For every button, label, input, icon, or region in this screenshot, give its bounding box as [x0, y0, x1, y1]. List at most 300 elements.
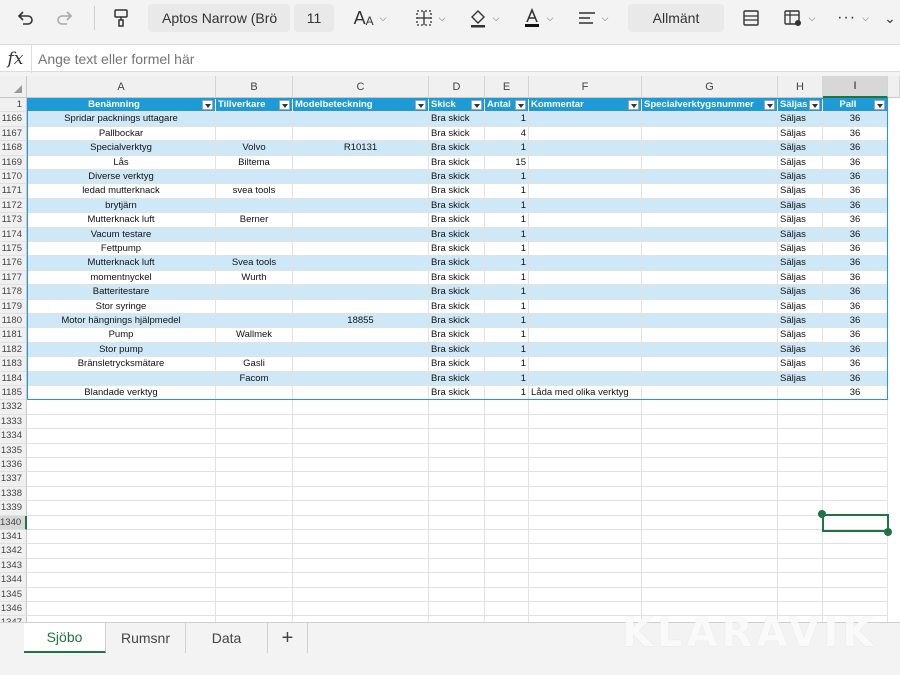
table-cell[interactable] [293, 199, 429, 213]
row-number[interactable]: 1176 [0, 256, 27, 270]
table-cell[interactable]: Säljas [778, 141, 823, 155]
table-header-cell[interactable] [216, 98, 293, 112]
empty-cell[interactable] [529, 472, 642, 486]
empty-cell[interactable] [293, 429, 429, 443]
empty-cell[interactable] [429, 516, 485, 530]
font-size-select[interactable] [294, 4, 334, 32]
row-number[interactable]: 1344 [0, 573, 27, 587]
empty-cell[interactable] [485, 602, 529, 616]
table-cell[interactable]: 1 [485, 256, 529, 270]
row-number[interactable]: 1 [0, 98, 27, 112]
table-cell[interactable]: 36 [823, 343, 888, 357]
empty-cell[interactable] [529, 429, 642, 443]
empty-cell[interactable] [27, 458, 216, 472]
column-header-b[interactable]: B [216, 76, 293, 98]
table-cell[interactable] [216, 285, 293, 299]
empty-cell[interactable] [293, 544, 429, 558]
table-header-cell[interactable] [293, 98, 429, 112]
empty-cell[interactable] [27, 429, 216, 443]
row-number[interactable]: 1184 [0, 372, 27, 386]
row-number[interactable]: 1336 [0, 458, 27, 472]
table-cell[interactable]: Bra skick [429, 271, 485, 285]
table-header-cell[interactable] [642, 98, 778, 112]
table-cell[interactable]: Säljas [778, 242, 823, 256]
borders-icon[interactable]: ⌵ [408, 4, 452, 32]
empty-cell[interactable] [27, 400, 216, 414]
row-number[interactable]: 1346 [0, 602, 27, 616]
empty-cell[interactable] [529, 415, 642, 429]
empty-cell[interactable] [642, 458, 778, 472]
empty-cell[interactable] [216, 415, 293, 429]
sheet-tab-data[interactable]: Data [186, 623, 268, 653]
empty-cell[interactable] [27, 559, 216, 573]
row-number[interactable]: 1174 [0, 228, 27, 242]
format-painter-icon[interactable] [108, 4, 134, 32]
filter-dropdown-icon[interactable] [202, 100, 213, 110]
table-cell[interactable]: Wallmek [216, 328, 293, 342]
empty-cell[interactable] [485, 501, 529, 515]
wrap-icon[interactable] [738, 4, 764, 32]
table-cell[interactable] [293, 256, 429, 270]
table-cell[interactable] [216, 343, 293, 357]
table-cell[interactable]: Bra skick [429, 141, 485, 155]
more-icon[interactable]: ··· ⌵ [837, 9, 869, 26]
table-cell[interactable]: Biltema [216, 156, 293, 170]
row-number[interactable]: 1168 [0, 141, 27, 155]
empty-cell[interactable] [27, 516, 216, 530]
active-cell-selection[interactable] [822, 514, 889, 532]
empty-cell[interactable] [642, 516, 778, 530]
table-cell[interactable]: Gasli [216, 357, 293, 371]
empty-cell[interactable] [293, 602, 429, 616]
formula-input[interactable] [38, 45, 888, 73]
table-cell[interactable]: 36 [823, 141, 888, 155]
empty-cell[interactable] [529, 559, 642, 573]
table-cell[interactable]: Bra skick [429, 285, 485, 299]
empty-cell[interactable] [485, 516, 529, 530]
row-number[interactable]: 1182 [0, 343, 27, 357]
table-cell[interactable]: Motor hängnings hjälpmedel [27, 314, 216, 328]
empty-cell[interactable] [485, 458, 529, 472]
empty-cell[interactable] [485, 400, 529, 414]
table-cell[interactable]: Säljas [778, 343, 823, 357]
table-cell[interactable] [529, 213, 642, 227]
table-cell[interactable]: Mutterknack luft [27, 213, 216, 227]
empty-cell[interactable] [27, 588, 216, 602]
selection-handle-top-left[interactable] [818, 510, 826, 518]
table-cell[interactable]: 36 [823, 357, 888, 371]
empty-cell[interactable] [778, 530, 823, 544]
row-number[interactable]: 1170 [0, 170, 27, 184]
table-cell[interactable] [529, 300, 642, 314]
empty-cell[interactable] [778, 573, 823, 587]
table-cell[interactable] [778, 386, 823, 400]
table-cell[interactable]: 1 [485, 271, 529, 285]
font-name-select[interactable] [148, 4, 290, 32]
sheet-tab-rumsnr[interactable]: Rumsnr [106, 623, 186, 653]
table-cell[interactable]: Säljas [778, 357, 823, 371]
table-cell[interactable] [529, 199, 642, 213]
empty-cell[interactable] [429, 544, 485, 558]
filter-dropdown-icon[interactable] [279, 100, 290, 110]
empty-cell[interactable] [293, 487, 429, 501]
empty-cell[interactable] [642, 415, 778, 429]
row-number[interactable]: 1185 [0, 386, 27, 400]
row-number[interactable]: 1167 [0, 127, 27, 141]
row-number[interactable]: 1341 [0, 530, 27, 544]
empty-cell[interactable] [27, 415, 216, 429]
font-color-icon[interactable]: ⌵ [518, 4, 558, 32]
empty-cell[interactable] [429, 415, 485, 429]
table-cell[interactable]: ledad mutterknack [27, 184, 216, 198]
table-cell[interactable]: 36 [823, 112, 888, 126]
table-cell[interactable]: Säljas [778, 300, 823, 314]
table-cell[interactable]: Pallbockar [27, 127, 216, 141]
table-cell[interactable] [642, 170, 778, 184]
table-cell[interactable]: 36 [823, 372, 888, 386]
table-cell[interactable]: Bra skick [429, 213, 485, 227]
empty-cell[interactable] [642, 429, 778, 443]
table-cell[interactable] [216, 386, 293, 400]
empty-cell[interactable] [778, 559, 823, 573]
empty-cell[interactable] [293, 573, 429, 587]
table-cell[interactable]: 1 [485, 314, 529, 328]
table-cell[interactable] [27, 372, 216, 386]
empty-cell[interactable] [27, 602, 216, 616]
empty-cell[interactable] [485, 429, 529, 443]
empty-cell[interactable] [642, 487, 778, 501]
empty-cell[interactable] [429, 530, 485, 544]
table-cell[interactable] [293, 357, 429, 371]
empty-cell[interactable] [485, 559, 529, 573]
table-cell[interactable] [529, 141, 642, 155]
table-header-cell[interactable] [485, 98, 529, 112]
table-cell[interactable]: 1 [485, 184, 529, 198]
table-cell[interactable]: Säljas [778, 271, 823, 285]
empty-cell[interactable] [293, 444, 429, 458]
empty-cell[interactable] [823, 588, 888, 602]
table-cell[interactable] [293, 184, 429, 198]
empty-cell[interactable] [429, 429, 485, 443]
table-cell[interactable] [642, 357, 778, 371]
table-cell[interactable] [293, 242, 429, 256]
table-cell[interactable]: 36 [823, 199, 888, 213]
empty-cell[interactable] [485, 415, 529, 429]
empty-cell[interactable] [27, 472, 216, 486]
row-number[interactable]: 1181 [0, 328, 27, 342]
empty-cell[interactable] [216, 501, 293, 515]
empty-cell[interactable] [778, 588, 823, 602]
table-cell[interactable] [642, 127, 778, 141]
table-cell[interactable]: 1 [485, 199, 529, 213]
table-cell[interactable]: Mutterknack luft [27, 256, 216, 270]
table-cell[interactable]: 36 [823, 170, 888, 184]
empty-cell[interactable] [642, 559, 778, 573]
table-cell[interactable]: Spridar packnings uttagare [27, 112, 216, 126]
empty-cell[interactable] [823, 415, 888, 429]
table-cell[interactable]: Bra skick [429, 228, 485, 242]
column-header-f[interactable]: F [529, 76, 642, 98]
empty-cell[interactable] [778, 415, 823, 429]
table-cell[interactable]: 1 [485, 170, 529, 184]
table-cell[interactable] [293, 343, 429, 357]
empty-cell[interactable] [778, 544, 823, 558]
empty-cell[interactable] [216, 588, 293, 602]
empty-cell[interactable] [429, 501, 485, 515]
table-cell[interactable]: Stor syringe [27, 300, 216, 314]
format-table-icon[interactable]: ⌵ [780, 4, 818, 32]
table-cell[interactable]: Säljas [778, 156, 823, 170]
table-cell[interactable]: Säljas [778, 314, 823, 328]
empty-cell[interactable] [216, 530, 293, 544]
table-cell[interactable] [642, 141, 778, 155]
table-cell[interactable]: 1 [485, 112, 529, 126]
table-cell[interactable]: 36 [823, 242, 888, 256]
table-cell[interactable] [216, 199, 293, 213]
column-header-h[interactable]: H [778, 76, 823, 98]
empty-cell[interactable] [216, 400, 293, 414]
table-cell[interactable]: Batteritestare [27, 285, 216, 299]
table-header-cell[interactable] [27, 98, 216, 112]
table-cell[interactable]: 1 [485, 300, 529, 314]
table-cell[interactable]: 1 [485, 285, 529, 299]
column-header-a[interactable]: A [27, 76, 216, 98]
empty-cell[interactable] [216, 472, 293, 486]
table-cell[interactable]: 36 [823, 213, 888, 227]
table-cell[interactable] [293, 285, 429, 299]
table-cell[interactable]: Bra skick [429, 386, 485, 400]
table-cell[interactable] [642, 112, 778, 126]
table-cell[interactable]: Volvo [216, 141, 293, 155]
table-cell[interactable] [293, 112, 429, 126]
sheet-tab-sjobo[interactable]: Sjöbo [24, 623, 106, 653]
font-size-icon[interactable]: A A ⌵ [353, 7, 387, 28]
empty-cell[interactable] [778, 501, 823, 515]
table-cell[interactable]: Pump [27, 328, 216, 342]
table-cell[interactable] [642, 256, 778, 270]
empty-cell[interactable] [529, 516, 642, 530]
table-cell[interactable] [529, 271, 642, 285]
table-cell[interactable] [529, 285, 642, 299]
table-cell[interactable]: Bra skick [429, 242, 485, 256]
table-cell[interactable]: Bra skick [429, 184, 485, 198]
empty-cell[interactable] [823, 559, 888, 573]
column-header-e[interactable]: E [485, 76, 529, 98]
empty-cell[interactable] [778, 516, 823, 530]
table-cell[interactable]: Säljas [778, 112, 823, 126]
table-cell[interactable]: 1 [485, 372, 529, 386]
table-cell[interactable]: 36 [823, 386, 888, 400]
filter-dropdown-icon[interactable] [471, 100, 482, 110]
table-cell[interactable]: Säljas [778, 127, 823, 141]
table-cell[interactable] [529, 328, 642, 342]
table-cell[interactable]: Vacum testare [27, 228, 216, 242]
table-cell[interactable] [529, 372, 642, 386]
table-cell[interactable]: Facom [216, 372, 293, 386]
empty-cell[interactable] [529, 530, 642, 544]
table-cell[interactable] [216, 112, 293, 126]
table-cell[interactable]: Säljas [778, 328, 823, 342]
spreadsheet-grid[interactable] [0, 76, 900, 622]
table-cell[interactable] [529, 357, 642, 371]
column-header-d[interactable]: D [429, 76, 485, 98]
empty-cell[interactable] [27, 573, 216, 587]
table-cell[interactable]: Blandade verktyg [27, 386, 216, 400]
row-number[interactable]: 1180 [0, 314, 27, 328]
table-header-cell[interactable] [823, 98, 888, 112]
table-cell[interactable]: 36 [823, 127, 888, 141]
row-number[interactable]: 1179 [0, 300, 27, 314]
empty-cell[interactable] [823, 544, 888, 558]
empty-cell[interactable] [642, 501, 778, 515]
table-cell[interactable]: Bra skick [429, 127, 485, 141]
empty-cell[interactable] [778, 458, 823, 472]
table-cell[interactable]: 36 [823, 256, 888, 270]
empty-cell[interactable] [529, 501, 642, 515]
empty-cell[interactable] [429, 458, 485, 472]
table-header-cell[interactable] [429, 98, 485, 112]
row-number[interactable]: 1177 [0, 271, 27, 285]
empty-cell[interactable] [778, 487, 823, 501]
row-number[interactable]: 1173 [0, 213, 27, 227]
table-cell[interactable] [642, 372, 778, 386]
table-cell[interactable]: Säljas [778, 228, 823, 242]
row-number[interactable]: 1340 [0, 516, 27, 530]
table-cell[interactable]: Bra skick [429, 343, 485, 357]
table-cell[interactable]: 36 [823, 184, 888, 198]
table-cell[interactable] [529, 256, 642, 270]
empty-cell[interactable] [429, 602, 485, 616]
empty-cell[interactable] [823, 487, 888, 501]
row-number[interactable]: 1169 [0, 156, 27, 170]
table-cell[interactable] [642, 328, 778, 342]
table-cell[interactable] [642, 343, 778, 357]
table-cell[interactable] [642, 156, 778, 170]
empty-cell[interactable] [642, 444, 778, 458]
table-cell[interactable]: Bra skick [429, 357, 485, 371]
table-cell[interactable]: Bra skick [429, 156, 485, 170]
empty-cell[interactable] [485, 487, 529, 501]
table-cell[interactable]: Säljas [778, 213, 823, 227]
table-cell[interactable] [529, 112, 642, 126]
empty-cell[interactable] [216, 429, 293, 443]
table-cell[interactable] [293, 271, 429, 285]
row-number[interactable]: 1334 [0, 429, 27, 443]
table-cell[interactable]: 1 [485, 343, 529, 357]
table-cell[interactable]: Svea tools [216, 256, 293, 270]
empty-cell[interactable] [485, 544, 529, 558]
empty-cell[interactable] [27, 487, 216, 501]
empty-cell[interactable] [529, 458, 642, 472]
empty-cell[interactable] [823, 530, 888, 544]
table-cell[interactable] [642, 184, 778, 198]
filter-active-icon[interactable] [874, 100, 885, 110]
table-cell[interactable]: Bra skick [429, 300, 485, 314]
empty-cell[interactable] [823, 429, 888, 443]
empty-cell[interactable] [529, 573, 642, 587]
table-cell[interactable]: Säljas [778, 170, 823, 184]
fx-icon[interactable]: fx [0, 45, 32, 73]
table-cell[interactable]: Bra skick [429, 199, 485, 213]
table-cell[interactable]: Säljas [778, 285, 823, 299]
table-cell[interactable]: 1 [485, 242, 529, 256]
table-cell[interactable]: svea tools [216, 184, 293, 198]
table-cell[interactable]: Lås [27, 156, 216, 170]
empty-cell[interactable] [216, 573, 293, 587]
filter-dropdown-icon[interactable] [764, 100, 775, 110]
empty-cell[interactable] [293, 415, 429, 429]
row-number[interactable]: 1183 [0, 357, 27, 371]
table-cell[interactable]: R10131 [293, 141, 429, 155]
empty-cell[interactable] [529, 400, 642, 414]
filter-dropdown-icon[interactable] [515, 100, 526, 110]
table-cell[interactable] [216, 170, 293, 184]
empty-cell[interactable] [485, 530, 529, 544]
table-cell[interactable] [529, 314, 642, 328]
table-cell[interactable]: 4 [485, 127, 529, 141]
empty-cell[interactable] [216, 487, 293, 501]
empty-cell[interactable] [823, 400, 888, 414]
empty-cell[interactable] [642, 588, 778, 602]
empty-cell[interactable] [27, 444, 216, 458]
table-cell[interactable]: Berner [216, 213, 293, 227]
table-cell[interactable] [642, 300, 778, 314]
empty-cell[interactable] [429, 559, 485, 573]
empty-cell[interactable] [778, 400, 823, 414]
table-cell[interactable]: Bra skick [429, 314, 485, 328]
empty-cell[interactable] [778, 429, 823, 443]
table-cell[interactable]: 15 [485, 156, 529, 170]
empty-cell[interactable] [485, 472, 529, 486]
undo-icon[interactable] [12, 4, 38, 32]
select-all-corner[interactable] [0, 76, 27, 98]
align-icon[interactable]: ⌵ [572, 4, 614, 32]
empty-cell[interactable] [293, 559, 429, 573]
table-cell[interactable]: 1 [485, 141, 529, 155]
table-cell[interactable] [529, 184, 642, 198]
row-number[interactable]: 1337 [0, 472, 27, 486]
table-cell[interactable] [293, 170, 429, 184]
fill-color-icon[interactable]: ⌵ [462, 4, 506, 32]
table-cell[interactable] [642, 314, 778, 328]
row-number[interactable]: 1343 [0, 559, 27, 573]
empty-cell[interactable] [27, 544, 216, 558]
table-cell[interactable]: 1 [485, 228, 529, 242]
table-cell[interactable]: Bra skick [429, 372, 485, 386]
empty-cell[interactable] [429, 487, 485, 501]
row-number[interactable]: 1342 [0, 544, 27, 558]
empty-cell[interactable] [823, 458, 888, 472]
empty-cell[interactable] [642, 530, 778, 544]
empty-cell[interactable] [429, 400, 485, 414]
row-number[interactable]: 1332 [0, 400, 27, 414]
empty-cell[interactable] [293, 472, 429, 486]
table-cell[interactable]: Diverse verktyg [27, 170, 216, 184]
table-cell[interactable]: 18855 [293, 314, 429, 328]
table-cell[interactable] [293, 127, 429, 141]
table-cell[interactable] [293, 213, 429, 227]
table-cell[interactable]: 1 [485, 386, 529, 400]
table-cell[interactable] [529, 242, 642, 256]
empty-cell[interactable] [293, 530, 429, 544]
table-cell[interactable]: Bra skick [429, 112, 485, 126]
table-cell[interactable]: Bränsletrycksmätare [27, 357, 216, 371]
row-number[interactable]: 1333 [0, 415, 27, 429]
row-number[interactable]: 1166 [0, 112, 27, 126]
empty-cell[interactable] [293, 516, 429, 530]
table-cell[interactable] [293, 386, 429, 400]
empty-cell[interactable] [27, 530, 216, 544]
